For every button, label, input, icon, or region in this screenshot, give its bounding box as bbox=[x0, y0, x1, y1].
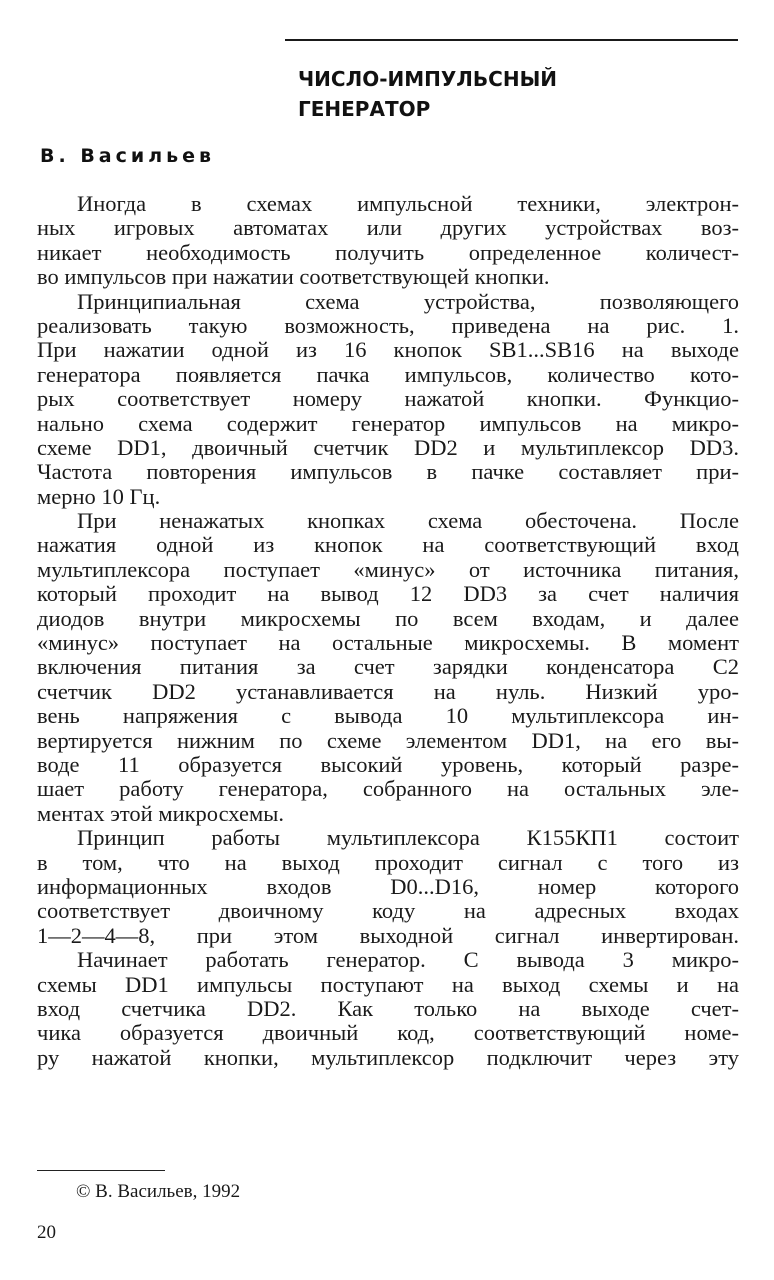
page-number: 20 bbox=[37, 1222, 56, 1243]
text-line: «минус» поступает на остальные микросхемы. В момент bbox=[37, 630, 739, 656]
text-line: Принцип работы мультиплексора К155КП1 состоит bbox=[77, 825, 739, 851]
title-line: ЧИСЛО-ИМПУЛЬСНЫЙ bbox=[298, 67, 558, 91]
text-line: ных игровых автоматах или других устройствах воз- bbox=[37, 215, 739, 241]
text-line: вход счетчика DD2. Как только на выходе счет- bbox=[37, 995, 739, 1021]
text-line: соответствует двоичному коду на адресных входах bbox=[37, 898, 739, 924]
text-line: рых соответствует номеру нажатой кнопки. Функцио- bbox=[37, 386, 739, 412]
text-line: который проходит на вывод 12 DD3 за счет наличия bbox=[37, 581, 739, 607]
footnote-rule bbox=[37, 1170, 165, 1171]
copyright-notice: © В. Васильев, 1992 bbox=[76, 1181, 241, 1202]
text-line: Иногда в схемах импульсной техники, электрон- bbox=[77, 191, 739, 216]
text-line: воде 11 образуется высокий уровень, который разре- bbox=[37, 751, 739, 777]
text-line: реализовать такую возможность, приведена на рис. 1. bbox=[37, 312, 739, 338]
text-line: Частота повторения импульсов в пачке составляет при- bbox=[37, 459, 739, 485]
text-line: Принципиальная схема устройства, позволяющего bbox=[77, 288, 739, 314]
text-line: схемы DD1 импульсы поступают на выход схемы и на bbox=[37, 971, 739, 997]
text-line: информационных входов D0...D16, номер которого bbox=[37, 873, 739, 899]
text-line: При ненажатых кнопках схема обесточена. После bbox=[77, 508, 739, 534]
text-line: мерно 10 Гц. bbox=[37, 483, 161, 509]
text-line: 1—2—4—8, при этом выходной сигнал инвертирован. bbox=[37, 922, 739, 948]
text-line: в том, что на выход проходит сигнал с того из bbox=[37, 849, 739, 875]
article-body bbox=[37, 192, 739, 1070]
text-line: диодов внутри микросхемы по всем входам, и далее bbox=[37, 605, 739, 631]
text-line: генератора появляется пачка импульсов, количество кото- bbox=[37, 361, 739, 387]
text-line: Начинает работать генератор. С вывода 3 микро- bbox=[77, 947, 739, 973]
text-line: во импульсов при нажатии соответствующей кнопки. bbox=[37, 264, 550, 290]
text-line: ментах этой микросхемы. bbox=[37, 800, 284, 826]
text-line: При нажатии одной из 16 кнопок SB1...SB16 на выходе bbox=[37, 337, 739, 363]
text-line: никает необходимость получить определенное количест- bbox=[37, 239, 739, 265]
author-name: В. Васильев bbox=[40, 145, 216, 167]
text-line: схеме DD1, двоичный счетчик DD2 и мультиплексор DD3. bbox=[37, 434, 739, 460]
text-line: счетчик DD2 устанавливается на нуль. Низкий уро- bbox=[37, 678, 739, 704]
top-rule bbox=[285, 39, 738, 41]
article-title bbox=[298, 64, 557, 124]
title-line: ГЕНЕРАТОР bbox=[298, 97, 431, 121]
text-line: включения питания за счет зарядки конденсатора С2 bbox=[37, 654, 739, 680]
text-line: шает работу генератора, собранного на остальных эле- bbox=[37, 776, 739, 802]
text-line: вертируется нижним по схеме элементом DD1, на его вы- bbox=[37, 727, 739, 753]
text-line: вень напряжения с вывода 10 мультиплексора ин- bbox=[37, 703, 739, 729]
text-line: ру нажатой кнопки, мультиплексор подключит через эту bbox=[37, 1044, 739, 1070]
text-line: нально схема содержит генератор импульсов на микро- bbox=[37, 410, 739, 436]
text-line: чика образуется двоичный код, соответствующий номе- bbox=[37, 1020, 739, 1046]
text-line: нажатия одной из кнопок на соответствующий вход bbox=[37, 532, 739, 558]
text-line: мультиплексора поступает «минус» от источника питания, bbox=[37, 556, 739, 582]
